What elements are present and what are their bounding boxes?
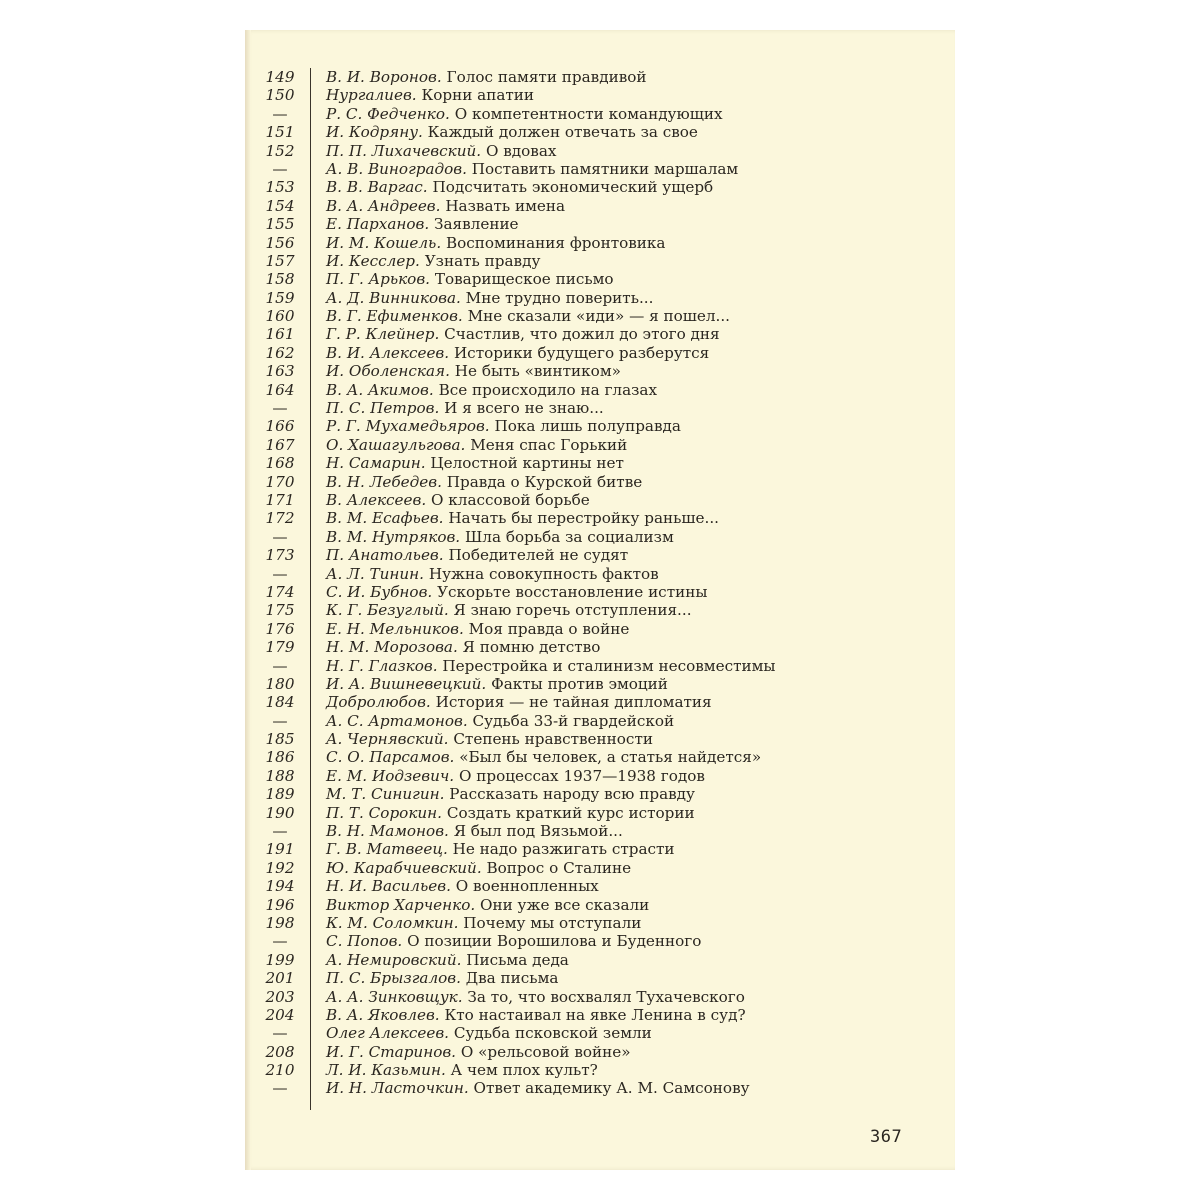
entry-page-number: 203 (265, 987, 295, 1006)
entry-author: А. Л. Тинин. (326, 564, 425, 583)
entry-title: О компетентности командующих (454, 104, 723, 123)
entry-text (298, 840, 942, 858)
toc-entry (262, 932, 942, 950)
entry-author: Г. В. Матвеец. (326, 840, 448, 859)
entry-title: Начать бы перестройку раньше... (448, 509, 719, 528)
entry-author: П. Г. Арьков. (326, 270, 430, 289)
toc-entry (262, 160, 942, 178)
entry-title: Товарищеское письмо (434, 270, 614, 289)
entry-author: И. Н. Ласточкин. (326, 1079, 469, 1098)
entry-text (298, 914, 942, 932)
entry-page-number: 175 (265, 601, 295, 620)
entry-author: П. С. Петров. (326, 399, 440, 418)
toc-entry (262, 491, 942, 509)
entry-title: Почему мы отступали (463, 913, 642, 932)
entry-author: Н. Г. Глазков. (326, 656, 438, 675)
toc-entry (262, 289, 942, 307)
entry-page-number: 153 (265, 178, 295, 197)
entry-text (298, 178, 942, 196)
entry-page-number: — (272, 527, 288, 546)
toc-entry (262, 712, 942, 730)
entry-page-number: — (272, 1024, 288, 1043)
entry-text (298, 215, 942, 233)
entry-author: В. А. Акимов. (326, 380, 434, 399)
entry-text (298, 68, 942, 86)
toc-entry (262, 877, 942, 895)
toc-entry (262, 436, 942, 454)
toc-entry (262, 381, 942, 399)
entry-title: Создать краткий курс истории (446, 803, 695, 822)
entry-title: О классовой борьбе (431, 490, 590, 509)
toc-entry (262, 454, 942, 472)
entry-author: С. И. Бубнов. (326, 582, 433, 601)
toc-entry (262, 234, 942, 252)
entry-author: А. Чернявский. (326, 730, 449, 749)
entry-text (298, 822, 942, 840)
entry-text (298, 1024, 942, 1042)
toc-entry (262, 1024, 942, 1042)
entry-page-number: — (272, 1079, 288, 1098)
entry-text (298, 693, 942, 711)
entry-author: В. Г. Ефименков. (326, 307, 463, 326)
toc-entry (262, 362, 942, 380)
entry-title: Степень нравственности (453, 730, 653, 749)
entry-title: Я знаю горечь отступления... (453, 601, 692, 620)
page-binding-edge (245, 30, 251, 1170)
entry-title: Меня спас Горький (470, 435, 628, 454)
toc-entry (262, 693, 942, 711)
entry-page-number: 198 (265, 913, 295, 932)
entry-title: О «рельсовой войне» (460, 1042, 631, 1061)
entry-author: И. Г. Старинов. (326, 1042, 457, 1061)
entry-author: Г. Р. Клейнер. (326, 325, 440, 344)
entry-text (298, 509, 942, 527)
entry-text (298, 1079, 942, 1097)
entry-text (298, 528, 942, 546)
entry-author: В. И. Алексеев. (326, 343, 450, 362)
entry-title: О вдовах (485, 141, 557, 160)
entry-title: Я был под Вязьмой... (453, 822, 623, 841)
entry-page-number: 166 (265, 417, 295, 436)
entry-text (298, 307, 942, 325)
entry-text (298, 1006, 942, 1024)
entry-author: Н. Самарин. (326, 454, 426, 473)
entry-page-number: — (272, 822, 288, 841)
entry-text (298, 436, 942, 454)
entry-title: Кто настаивал на явке Ленина в суд? (444, 1005, 746, 1024)
entry-author: А. Немировский. (326, 950, 462, 969)
entry-title: Узнать правду (424, 251, 541, 270)
entry-title: Историки будущего разберутся (453, 343, 710, 362)
toc-entry (262, 1079, 942, 1097)
entry-page-number: — (272, 932, 288, 951)
toc-entry (262, 178, 942, 196)
entry-page-number: — (272, 564, 288, 583)
entry-text (298, 969, 942, 987)
toc-entry (262, 988, 942, 1006)
entry-page-number: 189 (265, 785, 295, 804)
entry-title: Поставить памятники маршалам (471, 159, 739, 178)
entry-author: А. С. Артамонов. (326, 711, 468, 730)
entry-title: Заявление (434, 215, 519, 234)
entry-page-number: 152 (265, 141, 295, 160)
entry-page-number: 176 (265, 619, 295, 638)
entry-title: Перестройка и сталинизм несовместимы (442, 656, 776, 675)
entry-page-number: 161 (265, 325, 295, 344)
entry-page-number: 154 (265, 196, 295, 215)
toc-entry (262, 399, 942, 417)
entry-title: Не надо разжигать страсти (452, 840, 675, 859)
entry-page-number: 159 (265, 288, 295, 307)
toc-entry (262, 914, 942, 932)
entry-title: А чем плох культ? (450, 1061, 598, 1080)
entry-text (298, 86, 942, 104)
toc-entry (262, 1006, 942, 1024)
toc-entry (262, 307, 942, 325)
entry-text (298, 932, 942, 950)
entry-text (298, 381, 942, 399)
entry-title: О военнопленных (455, 877, 599, 896)
entry-page-number: 172 (265, 509, 295, 528)
entry-author: П. С. Брызгалов. (326, 969, 461, 988)
entry-author: Р. Г. Мухамедьяров. (326, 417, 490, 436)
entry-title: «Был бы человек, а статья найдется» (459, 748, 762, 767)
entry-author: И. Оболенская. (326, 362, 450, 381)
entry-title: Пока лишь полуправда (494, 417, 681, 436)
entry-text (298, 546, 942, 564)
entry-text (298, 712, 942, 730)
entry-author: И. Кодряну. (326, 123, 423, 142)
entry-author: В. М. Есафьев. (326, 509, 444, 528)
toc-entry (262, 657, 942, 675)
entry-text (298, 105, 942, 123)
table-of-contents (262, 68, 942, 1098)
toc-entry (262, 546, 942, 564)
entry-author: И. А. Вишневецкий. (326, 674, 487, 693)
entry-text (298, 289, 942, 307)
entry-text (298, 638, 942, 656)
toc-entry (262, 123, 942, 141)
entry-page-number: 150 (265, 86, 295, 105)
toc-entry (262, 748, 942, 766)
entry-author: Е. М. Иодзевич. (326, 766, 455, 785)
entry-text (298, 877, 942, 895)
entry-title: Они уже все сказали (480, 895, 650, 914)
entry-author: П. Анатольев. (326, 546, 444, 565)
entry-text (298, 160, 942, 178)
entry-title: Все происходило на глазах (438, 380, 658, 399)
entry-author: К. М. Соломкин. (326, 913, 459, 932)
toc-entry (262, 417, 942, 435)
entry-author: В. Н. Лебедев. (326, 472, 442, 491)
entry-title: Счастлив, что дожил до этого дня (444, 325, 720, 344)
entry-text (298, 1061, 942, 1079)
entry-title: Целостной картины нет (430, 454, 624, 473)
entry-page-number: 170 (265, 472, 295, 491)
entry-text (298, 417, 942, 435)
entry-author: Р. С. Федченко. (326, 104, 450, 123)
toc-entry (262, 1061, 942, 1079)
toc-entry (262, 785, 942, 803)
toc-entry (262, 325, 942, 343)
toc-entry (262, 951, 942, 969)
toc-entry (262, 197, 942, 215)
toc-entry (262, 896, 942, 914)
entry-page-number: 167 (265, 435, 295, 454)
entry-author: С. О. Парсамов. (326, 748, 455, 767)
entry-author: В. А. Яковлев. (326, 1005, 440, 1024)
toc-entry (262, 859, 942, 877)
entry-title: Голос памяти правдивой (446, 68, 647, 86)
entry-page-number: 155 (265, 215, 295, 234)
entry-page-number: 194 (265, 877, 295, 896)
entry-page-number: 173 (265, 546, 295, 565)
entry-title: Судьба псковской земли (453, 1024, 652, 1043)
entry-author: Олег Алексеев. (326, 1024, 449, 1043)
toc-entry (262, 142, 942, 160)
entry-title: Мне трудно поверить... (465, 288, 654, 307)
entry-title: За то, что восхвалял Тухачевского (467, 987, 745, 1006)
entry-text (298, 234, 942, 252)
entry-page-number: 204 (265, 1005, 295, 1024)
entry-page-number: 210 (265, 1061, 295, 1080)
entry-author: Е. Н. Мельников. (326, 619, 464, 638)
entry-author: Нургалиев. (326, 86, 417, 105)
entry-author: С. Попов. (326, 932, 403, 951)
entry-title: История — не тайная дипломатия (435, 693, 712, 712)
entry-author: П. Т. Сорокин. (326, 803, 442, 822)
toc-entry (262, 1043, 942, 1061)
entry-author: В. В. Варгас. (326, 178, 428, 197)
entry-author: В. И. Воронов. (326, 68, 442, 86)
entry-text (298, 565, 942, 583)
entry-page-number: 179 (265, 638, 295, 657)
toc-entry (262, 86, 942, 104)
entry-page-number: 180 (265, 674, 295, 693)
entry-title: Моя правда о войне (468, 619, 630, 638)
entry-text (298, 1043, 942, 1061)
entry-text (298, 767, 942, 785)
entry-page-number: — (272, 399, 288, 418)
entry-title: Воспоминания фронтовика (445, 233, 666, 252)
entry-title: Корни апатии (421, 86, 535, 105)
entry-page-number: 185 (265, 730, 295, 749)
entry-text (298, 344, 942, 362)
entry-page-number: 199 (265, 950, 295, 969)
entry-title: Судьба 33-й гвардейской (472, 711, 675, 730)
entry-author: Е. Парханов. (326, 215, 430, 234)
entry-text (298, 197, 942, 215)
toc-entry (262, 252, 942, 270)
entry-text (298, 748, 942, 766)
toc-entry (262, 215, 942, 233)
entry-author: Н. М. Морозова. (326, 638, 458, 657)
entry-text (298, 270, 942, 288)
entry-title: Подсчитать экономический ущерб (432, 178, 714, 197)
entry-text (298, 252, 942, 270)
entry-page-number: 168 (265, 454, 295, 473)
entry-title: Не быть «винтиком» (454, 362, 621, 381)
entry-author: Ю. Карабчиевский. (326, 858, 482, 877)
toc-entry (262, 601, 942, 619)
entry-page-number: 151 (265, 123, 295, 142)
entry-title: Правда о Курской битве (446, 472, 643, 491)
entry-title: Нужна совокупность фактов (428, 564, 659, 583)
entry-text (298, 785, 942, 803)
toc-entry (262, 638, 942, 656)
toc-entry (262, 583, 942, 601)
entry-title: Шла борьба за социализм (464, 527, 674, 546)
entry-title: Я помню детство (462, 638, 601, 657)
entry-author: И. Кесслер. (326, 251, 420, 270)
entry-page-number: 184 (265, 693, 295, 712)
entry-page-number: 191 (265, 840, 295, 859)
entry-text (298, 804, 942, 822)
page-number: 367 (870, 1127, 903, 1147)
entry-author: А. Д. Винникова. (326, 288, 461, 307)
entry-title: О позиции Ворошилова и Буденного (407, 932, 702, 951)
toc-entry (262, 528, 942, 546)
entry-author: В. М. Нутряков. (326, 527, 461, 546)
toc-entry (262, 509, 942, 527)
toc-entry (262, 68, 942, 86)
entry-title: Рассказать народу всю правду (449, 785, 695, 804)
entry-text (298, 657, 942, 675)
entry-page-number: — (272, 711, 288, 730)
toc-entry (262, 105, 942, 123)
entry-title: О процессах 1937—1938 годов (458, 766, 705, 785)
entry-text (298, 491, 942, 509)
entry-author: А. А. Зинковщук. (326, 987, 463, 1006)
entry-page-number: 157 (265, 251, 295, 270)
entry-text (298, 473, 942, 491)
toc-entry (262, 969, 942, 987)
entry-text (298, 454, 942, 472)
entry-page-number: 186 (265, 748, 295, 767)
entry-page-number: 196 (265, 895, 295, 914)
entry-page-number: 164 (265, 380, 295, 399)
entry-author: К. Г. Безуглый. (326, 601, 449, 620)
entry-title: Каждый должен отвечать за свое (427, 123, 698, 142)
entry-author: А. В. Виноградов. (326, 159, 467, 178)
entry-author: В. А. Андреев. (326, 196, 441, 215)
entry-page-number: 149 (265, 68, 295, 86)
entry-author: В. Н. Мамонов. (326, 822, 449, 841)
toc-entry (262, 270, 942, 288)
entry-title: Победителей не судят (448, 546, 629, 565)
entry-text (298, 730, 942, 748)
entry-text (298, 399, 942, 417)
entry-text (298, 123, 942, 141)
entry-title: И я всего не знаю... (444, 399, 604, 418)
toc-entry (262, 822, 942, 840)
entry-page-number: 160 (265, 307, 295, 326)
toc-entry (262, 730, 942, 748)
entry-author: М. Т. Синигин. (326, 785, 445, 804)
entry-text (298, 951, 942, 969)
entry-page-number: 171 (265, 490, 295, 509)
entry-page-number: — (272, 656, 288, 675)
toc-entry (262, 767, 942, 785)
entry-page-number: 201 (265, 969, 295, 988)
entry-text (298, 583, 942, 601)
entry-text (298, 142, 942, 160)
entry-title: Факты против эмоций (491, 674, 668, 693)
entry-text (298, 325, 942, 343)
entry-author: Виктор Харченко. (326, 895, 476, 914)
entry-text (298, 896, 942, 914)
toc-entry (262, 565, 942, 583)
toc-entry (262, 344, 942, 362)
toc-entry (262, 675, 942, 693)
entry-title: Два письма (465, 969, 559, 988)
entry-title: Ускорьте восстановление истины (437, 582, 708, 601)
entry-page-number: 158 (265, 270, 295, 289)
entry-text (298, 988, 942, 1006)
entry-title: Ответ академику А. М. Самсонову (473, 1079, 750, 1098)
entry-title: Назвать имена (445, 196, 566, 215)
entry-author: О. Хашагульгова. (326, 435, 466, 454)
toc-entry (262, 473, 942, 491)
entry-page-number: 188 (265, 766, 295, 785)
entry-author: В. Алексеев. (326, 490, 427, 509)
entry-author: Добролюбов. (326, 693, 431, 712)
entry-title: Вопрос о Сталине (486, 858, 632, 877)
entry-author: И. М. Кошель. (326, 233, 442, 252)
entry-page-number: 174 (265, 582, 295, 601)
entry-text (298, 675, 942, 693)
entry-text (298, 601, 942, 619)
entry-text (298, 859, 942, 877)
entry-page-number: 208 (265, 1042, 295, 1061)
entry-page-number: 162 (265, 343, 295, 362)
entry-text (298, 620, 942, 638)
entry-author: П. П. Лихачевский. (326, 141, 482, 160)
entry-page-number: 192 (265, 858, 295, 877)
entry-text (298, 362, 942, 380)
entry-title: Письма деда (466, 950, 569, 969)
entry-author: Л. И. Казьмин. (326, 1061, 446, 1080)
entry-author: Н. И. Васильев. (326, 877, 451, 896)
entry-page-number: 190 (265, 803, 295, 822)
toc-entry (262, 840, 942, 858)
entry-page-number: — (272, 104, 288, 123)
entry-page-number: — (272, 159, 288, 178)
entry-title: Мне сказали «иди» — я пошел... (467, 307, 730, 326)
toc-entry (262, 620, 942, 638)
entry-page-number: 163 (265, 362, 295, 381)
toc-entry (262, 804, 942, 822)
entry-page-number: 156 (265, 233, 295, 252)
